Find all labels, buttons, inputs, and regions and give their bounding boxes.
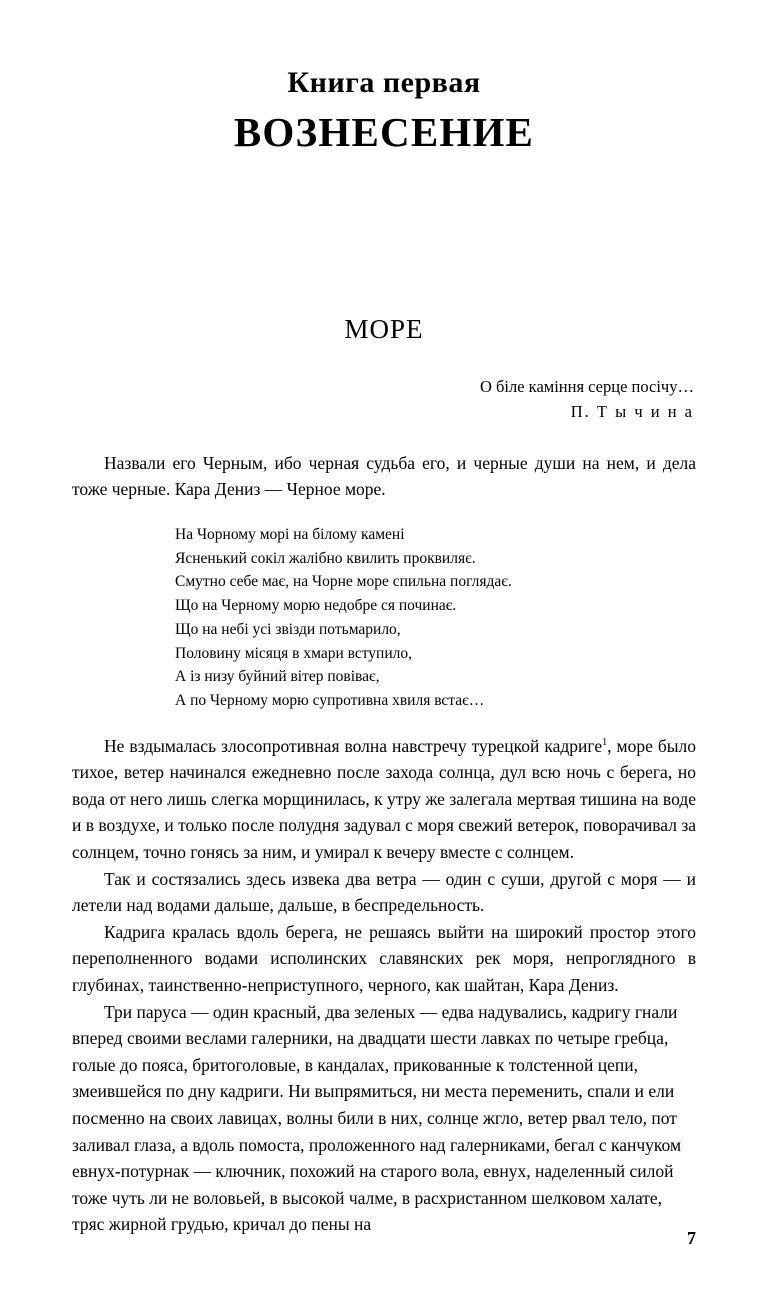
- verse-line: Що на небі усі звізди потьмарило,: [175, 620, 401, 638]
- verse-line: На Чорному морі на білому камені: [175, 526, 405, 544]
- paragraph: Так и состязались здесь извека два ветра — один с суши, другой с моря — и летели над водами дальше, дальше, в беспредельность.: [72, 868, 696, 916]
- verse-line: Ясненький сокіл жалібно квилить проквиляє.: [175, 549, 476, 567]
- paragraph: Назвали его Черным, ибо черная судьба его, и черные души на нем, и дела тоже черные. Кара Дениз — Черное море.: [72, 452, 696, 500]
- book-part-label: Книга первая: [287, 66, 481, 99]
- verse-line: А по Черному морю супротивна хвиля встає…: [175, 692, 485, 709]
- paragraph-text-rest: , море было тихое, ветер начинался ежедневно после захода солнца, дул всю ночь с берега, но вода от него лишь слегка морщинилась, к утру же залегала мертвая тишина на воде и в воздухе, и только после полудня задувал с моря свежий ветерок, поворачивал за солнцем, точно гонясь за ним, и умирал к вечеру вместе с солнцем.: [72, 735, 696, 863]
- paragraph-with-footnote: [72, 733, 696, 866]
- intro-paragraph-block: [72, 450, 696, 503]
- page-number: 7: [687, 1228, 696, 1248]
- paragraph: Кадрига кралась вдоль берега, не решаясь выйти на широкий простор этого переполненного водами исполинских славянских рек моря, непроглядного в глубинах, таинственно-неприступного, черного, как шайтан, Кара Дениз.: [72, 921, 696, 996]
- paragraph: Три паруса — один красный, два зеленых — едва надувались, кадригу гнали вперед своими веслами галерники, на двадцати шести лавках по четыре гребца, голые до пояса, бритоголовые, в кандалах, прикованные к толстенной цепи, змеившейся по дну кадриги. Ни выпрямиться, ни места переменить, спали и ели посменно на своих лавицах, волны били в них, солнце жгло, ветер рвал тело, пот заливал глаза, а вдоль помоста, проложенного над галерниками, бегал с канчуком евнух-потурнак — ключник, похожий на старого вола, евнух, наделенный силой тоже чуть ли не воловьей, в высокой чалме, в расхристанном шелковом халате, тряс жирной грудью, кричал до пены на: [72, 1001, 682, 1235]
- epigraph: [72, 375, 696, 424]
- footnote-marker: 1: [602, 736, 608, 748]
- epigraph-author: П. Т ы ч и н а: [570, 401, 694, 421]
- main-text-block: [72, 733, 696, 1238]
- verse-line: Смутно себе має, на Чорне море спильна поглядає.: [175, 573, 512, 591]
- book-part-title: ВОЗНЕСЕНИЕ: [233, 109, 535, 155]
- verse-line: А із низу буйний вітер повіває,: [175, 668, 380, 686]
- epigraph-text: О біле каміння серце посічу…: [479, 377, 694, 397]
- verse-line: Що на Черному морю недобре ся починає.: [175, 597, 457, 615]
- paragraph-text: Не вздымалась злосопротивная волна навстречу турецкой кадриге: [104, 735, 603, 756]
- book-page: [0, 66, 768, 1307]
- verse-line: Половину місяця в хмари вступило,: [175, 644, 413, 662]
- verse-block: [72, 523, 696, 713]
- chapter-title: МОРЕ: [344, 314, 424, 345]
